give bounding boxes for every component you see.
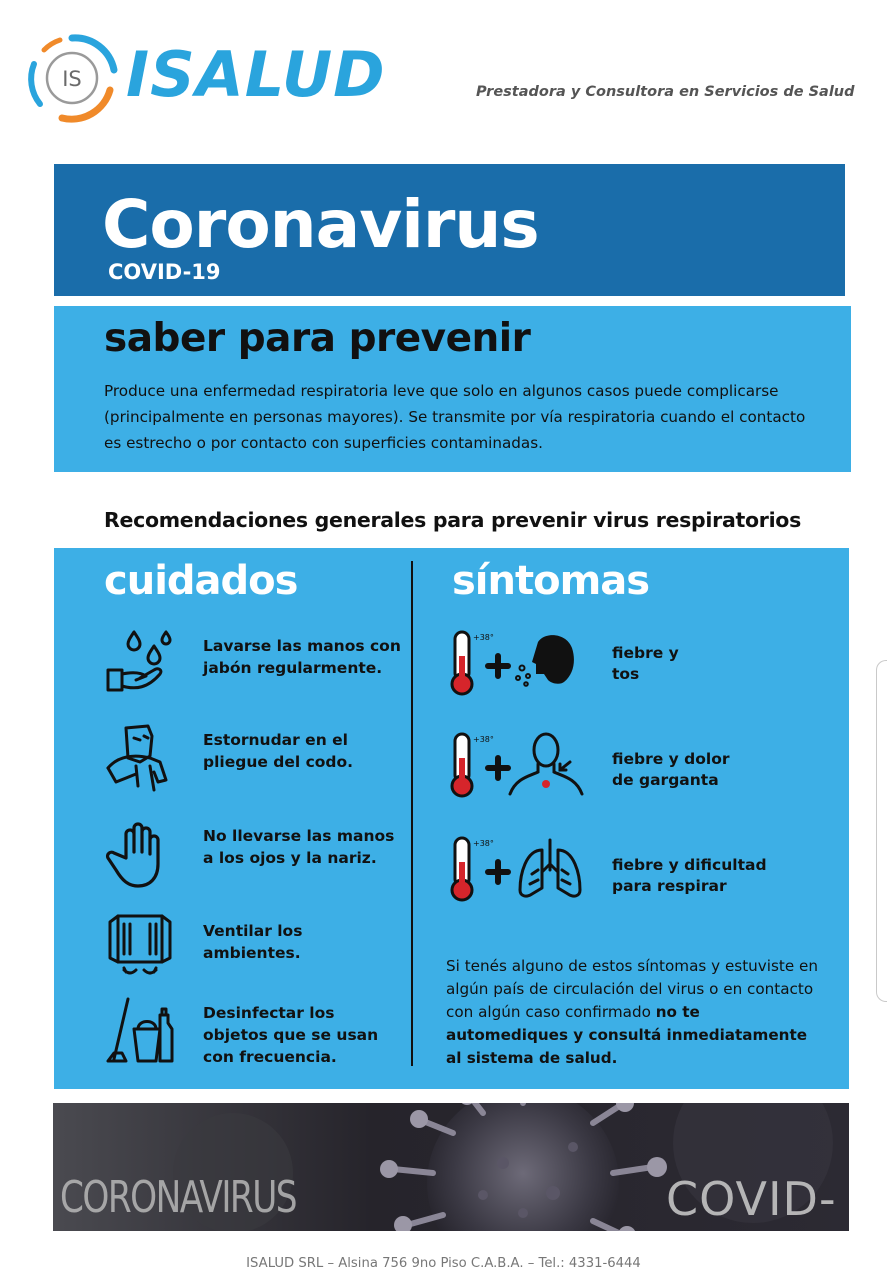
thermometer-icon xyxy=(452,632,494,694)
fever-lungs-icon xyxy=(448,834,588,904)
sintoma-item-text: fiebre y tos xyxy=(612,644,679,683)
hand-wash-icon xyxy=(104,626,176,698)
advice-text xyxy=(446,955,826,1070)
sneeze-elbow-icon xyxy=(104,722,176,794)
thermometer-icon xyxy=(452,838,494,900)
advice-normal: Si tenés alguno de estos síntomas y estuviste en algún país de circulación del virus o en contacto con algún caso confirmado xyxy=(446,957,819,1021)
sintoma-item-text: fiebre y dolor de garganta xyxy=(612,750,730,789)
plus-icon xyxy=(488,656,508,676)
svg-text:+38°: +38° xyxy=(473,839,494,848)
svg-text:+38°: +38° xyxy=(473,633,494,642)
intro-heading: saber para prevenir xyxy=(104,316,531,361)
intro-text: Produce una enfermedad respiratoria leve que solo en algunos casos puede complicarse (principalmente en personas mayores). Se transmite por vía respiratoria cuando el contacto es estrecho o por contacto con superficies contaminadas. xyxy=(104,382,806,452)
plus-icon xyxy=(488,862,508,882)
isalud-logo-mark xyxy=(22,32,122,124)
window-icon xyxy=(104,910,176,982)
svg-text:+38°: +38° xyxy=(473,735,494,744)
logo-initials: IS xyxy=(62,67,82,91)
fever-throat-icon xyxy=(448,730,588,800)
plus-icon xyxy=(488,758,508,778)
cuidado-item-text: Ventilar los ambientes. xyxy=(203,922,303,962)
thermometer-icon xyxy=(452,734,494,796)
tagline: Prestadora y Consultora en Servicios de Salud xyxy=(476,84,855,100)
page-subtitle: COVID-19 xyxy=(108,260,221,284)
scroll-handle[interactable] xyxy=(876,660,887,1002)
hand-stop-icon xyxy=(104,818,176,890)
sintomas-title: síntomas xyxy=(452,558,650,604)
cuidado-item-text: No llevarse las manos a los ojos y la nariz. xyxy=(203,827,395,867)
footer-contact: ISALUD SRL – Alsina 756 9no Piso C.A.B.A. – Tel.: 4331-6444 xyxy=(246,1256,641,1271)
sintoma-item-text: fiebre y dificultad para respirar xyxy=(612,856,767,895)
cleaning-icon xyxy=(104,995,176,1067)
advice-bold: no te automediques y consultá inmediatamente al sistema de salud. xyxy=(446,1003,808,1067)
recommendations-heading: Recomendaciones generales para prevenir virus respiratorios xyxy=(104,508,801,532)
cuidado-item-text: Desinfectar los objetos que se usan con frecuencia. xyxy=(203,1004,379,1066)
cuidado-item-text: Estornudar en el pliegue del codo. xyxy=(203,731,354,771)
logo-wordmark: ISALUD xyxy=(126,38,386,111)
lungs-icon xyxy=(520,840,580,896)
column-divider xyxy=(411,561,413,1066)
fever-cough-icon xyxy=(448,628,588,698)
cough-icon xyxy=(516,635,574,686)
cuidado-item-text: Lavarse las manos con jabón regularmente. xyxy=(203,637,401,677)
banner-coronavirus-text: CORONAVIRUS xyxy=(60,1172,296,1223)
page-title: Coronavirus xyxy=(102,186,539,263)
cuidados-title: cuidados xyxy=(104,558,298,604)
banner-covid-text: COVID- xyxy=(666,1172,837,1226)
